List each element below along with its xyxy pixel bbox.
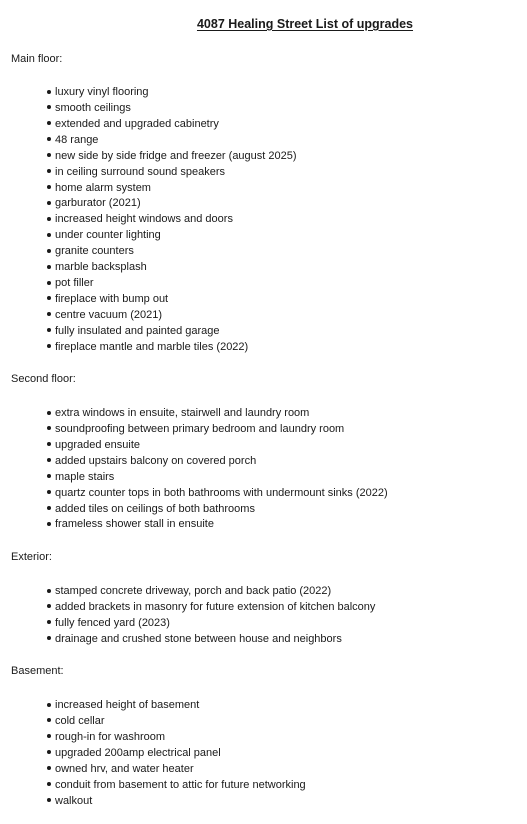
bullet-icon — [47, 201, 51, 205]
bullet-icon — [47, 718, 51, 722]
list-item: walkout — [47, 794, 306, 810]
section-heading-main-floor: Main floor: — [11, 53, 63, 65]
list-item: increased height of basement — [47, 698, 306, 714]
list-item: upgraded 200amp electrical panel — [47, 746, 306, 762]
list-item: added brackets in masonry for future extension of kitchen balcony — [47, 600, 375, 616]
list-item: in ceiling surround sound speakers — [47, 165, 297, 181]
bullet-icon — [47, 636, 51, 640]
bullet-icon — [47, 766, 51, 770]
bullet-icon — [47, 312, 51, 316]
bullet-icon — [47, 750, 51, 754]
section-heading-second-floor: Second floor: — [11, 373, 76, 385]
list-item: soundproofing between primary bedroom and laundry room — [47, 422, 388, 438]
bullet-icon — [47, 589, 51, 593]
bullet-icon — [47, 137, 51, 141]
list-item: pot filler — [47, 276, 297, 292]
list-item: fireplace mantle and marble tiles (2022) — [47, 340, 297, 356]
list-item: fully insulated and painted garage — [47, 324, 297, 340]
bullet-icon — [47, 798, 51, 802]
bullet-icon — [47, 281, 51, 285]
list-item: centre vacuum (2021) — [47, 308, 297, 324]
bullet-icon — [47, 426, 51, 430]
section-heading-basement: Basement: — [11, 665, 64, 677]
section-heading-exterior: Exterior: — [11, 551, 52, 563]
bullet-icon — [47, 169, 51, 173]
main-floor-list — [47, 85, 297, 356]
bullet-icon — [47, 217, 51, 221]
list-item: granite counters — [47, 244, 297, 260]
list-item: extended and upgraded cabinetry — [47, 117, 297, 133]
bullet-icon — [47, 782, 51, 786]
list-item: conduit from basement to attic for future networking — [47, 778, 306, 794]
list-item: marble backsplash — [47, 260, 297, 276]
bullet-icon — [47, 490, 51, 494]
bullet-icon — [47, 328, 51, 332]
list-item: frameless shower stall in ensuite — [47, 517, 388, 533]
list-item: stamped concrete driveway, porch and back patio (2022) — [47, 584, 375, 600]
list-item: added upstairs balcony on covered porch — [47, 454, 388, 470]
list-item: cold cellar — [47, 714, 306, 730]
bullet-icon — [47, 90, 51, 94]
bullet-icon — [47, 620, 51, 624]
list-item: maple stairs — [47, 470, 388, 486]
bullet-icon — [47, 344, 51, 348]
bullet-icon — [47, 233, 51, 237]
list-item: extra windows in ensuite, stairwell and laundry room — [47, 406, 388, 422]
document-title: 4087 Healing Street List of upgrades — [196, 17, 414, 31]
bullet-icon — [47, 249, 51, 253]
bullet-icon — [47, 411, 51, 415]
list-item: smooth ceilings — [47, 101, 297, 117]
list-item: drainage and crushed stone between house and neighbors — [47, 632, 375, 648]
list-item: fully fenced yard (2023) — [47, 616, 375, 632]
list-item: 48 range — [47, 133, 297, 149]
basement-list — [47, 698, 306, 809]
list-item: added tiles on ceilings of both bathrooms — [47, 502, 388, 518]
exterior-list — [47, 584, 375, 648]
bullet-icon — [47, 734, 51, 738]
list-item: upgraded ensuite — [47, 438, 388, 454]
list-item: under counter lighting — [47, 228, 297, 244]
list-item: luxury vinyl flooring — [47, 85, 297, 101]
bullet-icon — [47, 604, 51, 608]
bullet-icon — [47, 185, 51, 189]
bullet-icon — [47, 265, 51, 269]
bullet-icon — [47, 442, 51, 446]
bullet-icon — [47, 474, 51, 478]
bullet-icon — [47, 458, 51, 462]
bullet-icon — [47, 703, 51, 707]
list-item: quartz counter tops in both bathrooms with undermount sinks (2022) — [47, 486, 388, 502]
list-item: home alarm system — [47, 181, 297, 197]
second-floor-list — [47, 406, 388, 533]
bullet-icon — [47, 153, 51, 157]
list-item: new side by side fridge and freezer (august 2025) — [47, 149, 297, 165]
bullet-icon — [47, 105, 51, 109]
list-item: fireplace with bump out — [47, 292, 297, 308]
list-item: rough-in for washroom — [47, 730, 306, 746]
bullet-icon — [47, 296, 51, 300]
list-item: owned hrv, and water heater — [47, 762, 306, 778]
bullet-icon — [47, 522, 51, 526]
bullet-icon — [47, 121, 51, 125]
bullet-icon — [47, 506, 51, 510]
list-item: garburator (2021) — [47, 196, 297, 212]
list-item: increased height windows and doors — [47, 212, 297, 228]
